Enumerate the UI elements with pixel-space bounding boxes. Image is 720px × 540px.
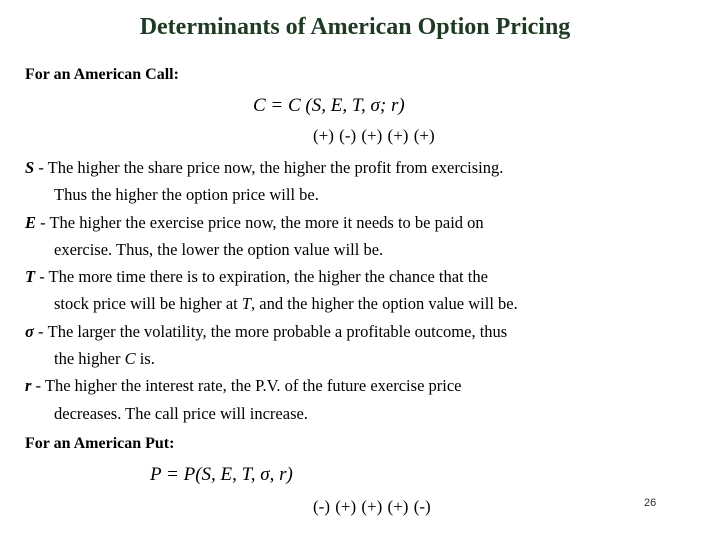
put-heading: For an American Put: [25,435,175,452]
determinant-symbol: T [25,267,36,287]
determinant-line2: decreases. The call price will increase. [54,403,308,423]
determinant-item [25,209,625,264]
determinant-dash: - [33,321,48,341]
determinant-line1: The larger the volatility, the more probable a profitable outcome, thus [47,321,508,341]
determinant-symbol: E [25,212,37,232]
determinant-item [25,154,625,209]
put-signs: (-) (+) (+) (+) (-) [313,497,431,516]
determinant-dash: - [31,376,45,396]
call-determinants-list [25,154,625,427]
determinant-line1: The higher the share price now, the higher the profit from exercising. [47,158,504,177]
put-formula: P = P(S, E, T, σ, r) [150,464,293,485]
determinant-line2: exercise. Thus, the lower the option value will be. [54,239,384,259]
call-signs: (+) (-) (+) (+) (+) [313,126,435,145]
determinant-dash: - [35,267,49,287]
italic-variable: C [124,349,136,369]
determinant-line1: The higher the interest rate, the P.V. of the future exercise price [44,376,462,396]
determinant-item [25,372,625,427]
page-number: 26 [644,497,657,509]
call-formula: C = C (S, E, T, σ; r) [253,95,405,116]
slide-title: Determinants of American Option Pricing [139,14,571,40]
determinant-dash: - [36,212,50,232]
determinant-symbol: S [25,158,35,177]
determinant-symbol: r [25,376,32,396]
determinant-symbol: σ [25,321,34,341]
determinant-line2: Thus the higher the option price will be. [54,185,319,205]
determinant-line2-tail: , and the higher the option value will be. [251,294,518,314]
determinant-line2-tail: is. [135,349,155,369]
determinant-item [25,318,625,373]
determinant-item [25,263,625,318]
italic-variable: T [241,294,252,314]
determinant-dash: - [34,158,48,177]
call-heading: For an American Call: [25,66,179,83]
determinant-line2: the higher [54,349,125,369]
determinant-line1: The more time there is to expiration, the higher the chance that the [48,267,488,287]
determinant-line2: stock price will be higher at [54,294,242,314]
determinant-line1: The higher the exercise price now, the more it needs to be paid on [49,212,484,232]
